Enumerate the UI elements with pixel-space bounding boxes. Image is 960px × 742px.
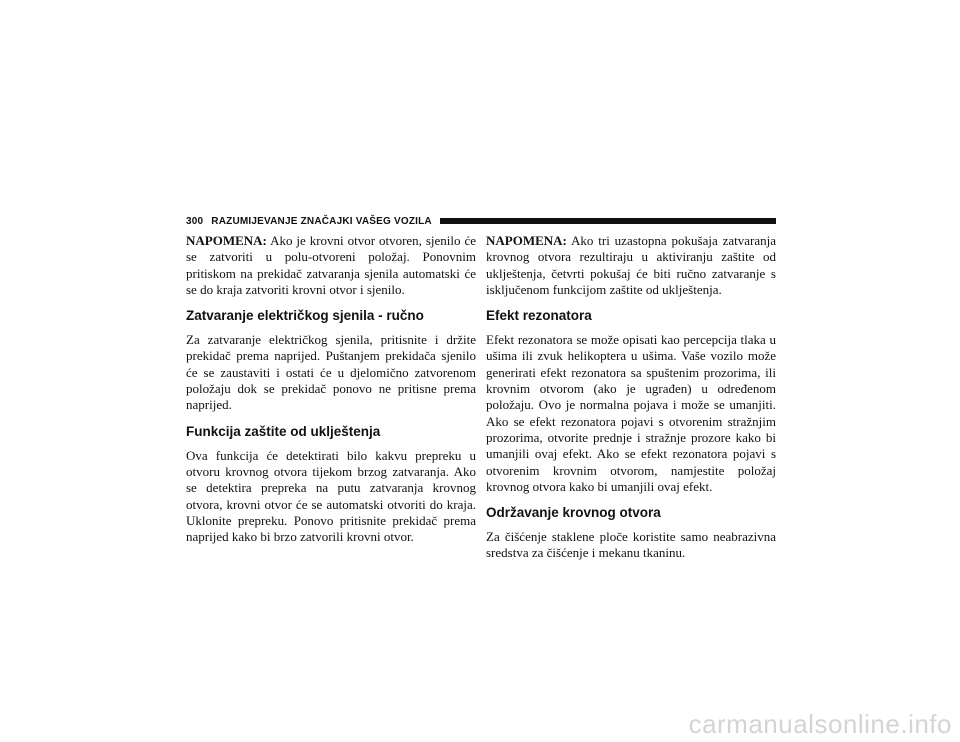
wind-buffeting-paragraph: Efekt rezonatora se može opisati kao percepcija tlaka u ušima ili zvuk helikoptera u ušima. Vaše vozilo može generirati efekt rezonatora sa spuštenim prozorima, ili krovnim otvorom (ako je ugrađen) u određenom položaju. Ovo je normalna pojava i može se umanjiti. Ako se efekt rezonatora pojavi s otvorenim stražnjim prozorima, otvorite prednje i stražnje prozore kako bi umanjili ovaj efekt. Ako se efekt rezonatora pojavi s otvorenim krovnim otvorom, namjestite položaj krovnog otvora kako bi umanjili ovaj efekt.	[486, 332, 776, 494]
sunroof-maintenance-paragraph: Za čišćenje staklene ploče koristite samo neabrazivna sredstva za čišćenje i mekanu tkaninu.	[486, 529, 776, 561]
note-text: Ako je krovni otvor otvoren, sjenilo će se zatvoriti u polu-otvoreni položaj. Ponovnim pritiskom na prekidač zatvaranja sjenila automatski će se do kraja zatvoriti krovni otvor i sjenilo.	[186, 233, 476, 297]
power-shade-close-paragraph: Za zatvaranje električkog sjenila, pritisnite i držite prekidač prema naprijed. Puštanjem prekidača sjenilo će se zaustaviti i ostati će u djelomično zatvorenom položaju dok se prekidač ponovo ne pritisne prema naprijed.	[186, 332, 476, 413]
note-text: Ako tri uzastopna pokušaja zatvaranja krovnog otvora rezultiraju u aktiviranju zaštite od uklještenja, četvrti pokušaj će biti ručno zatvaranje s isključenom funkcijom zaštite od uklještenja.	[486, 233, 776, 297]
note-label: NAPOMENA:	[186, 233, 267, 248]
page-header	[186, 214, 776, 228]
header-rule	[440, 218, 776, 224]
section-heading-pinch-protect: Funkcija zaštite od uklještenja	[186, 423, 381, 439]
pinch-protect-paragraph: Ova funkcija će detektirati bilo kakvu prepreku u otvoru krovnog otvora tijekom brzog zatvaranja. Ako se detektira prepreka na putu zatvaranja krovnog otvora, krovni otvor će se automatski otvoriti do kraja. Uklonite prepreku. Ponovo pritisnite prekidač prema naprijed kako bi brzo zatvorili krovni otvor.	[186, 447, 476, 545]
watermark: carmanualsonline.info	[688, 709, 952, 739]
section-heading-sunroof-maintenance: Održavanje krovnog otvora	[486, 505, 661, 521]
right-column	[486, 233, 776, 570]
note-paragraph	[486, 233, 776, 298]
note-paragraph	[186, 233, 476, 298]
section-heading-wind-buffeting: Efekt rezonatora	[486, 308, 592, 324]
section-heading-power-shade-close: Zatvaranje električkog sjenila - ručno	[186, 308, 424, 324]
note-label: NAPOMENA:	[486, 233, 567, 248]
section-title: RAZUMIJEVANJE ZNAČAJKI VAŠEG VOZILA	[211, 215, 432, 227]
page-number: 300	[186, 215, 204, 227]
left-column	[186, 233, 476, 553]
